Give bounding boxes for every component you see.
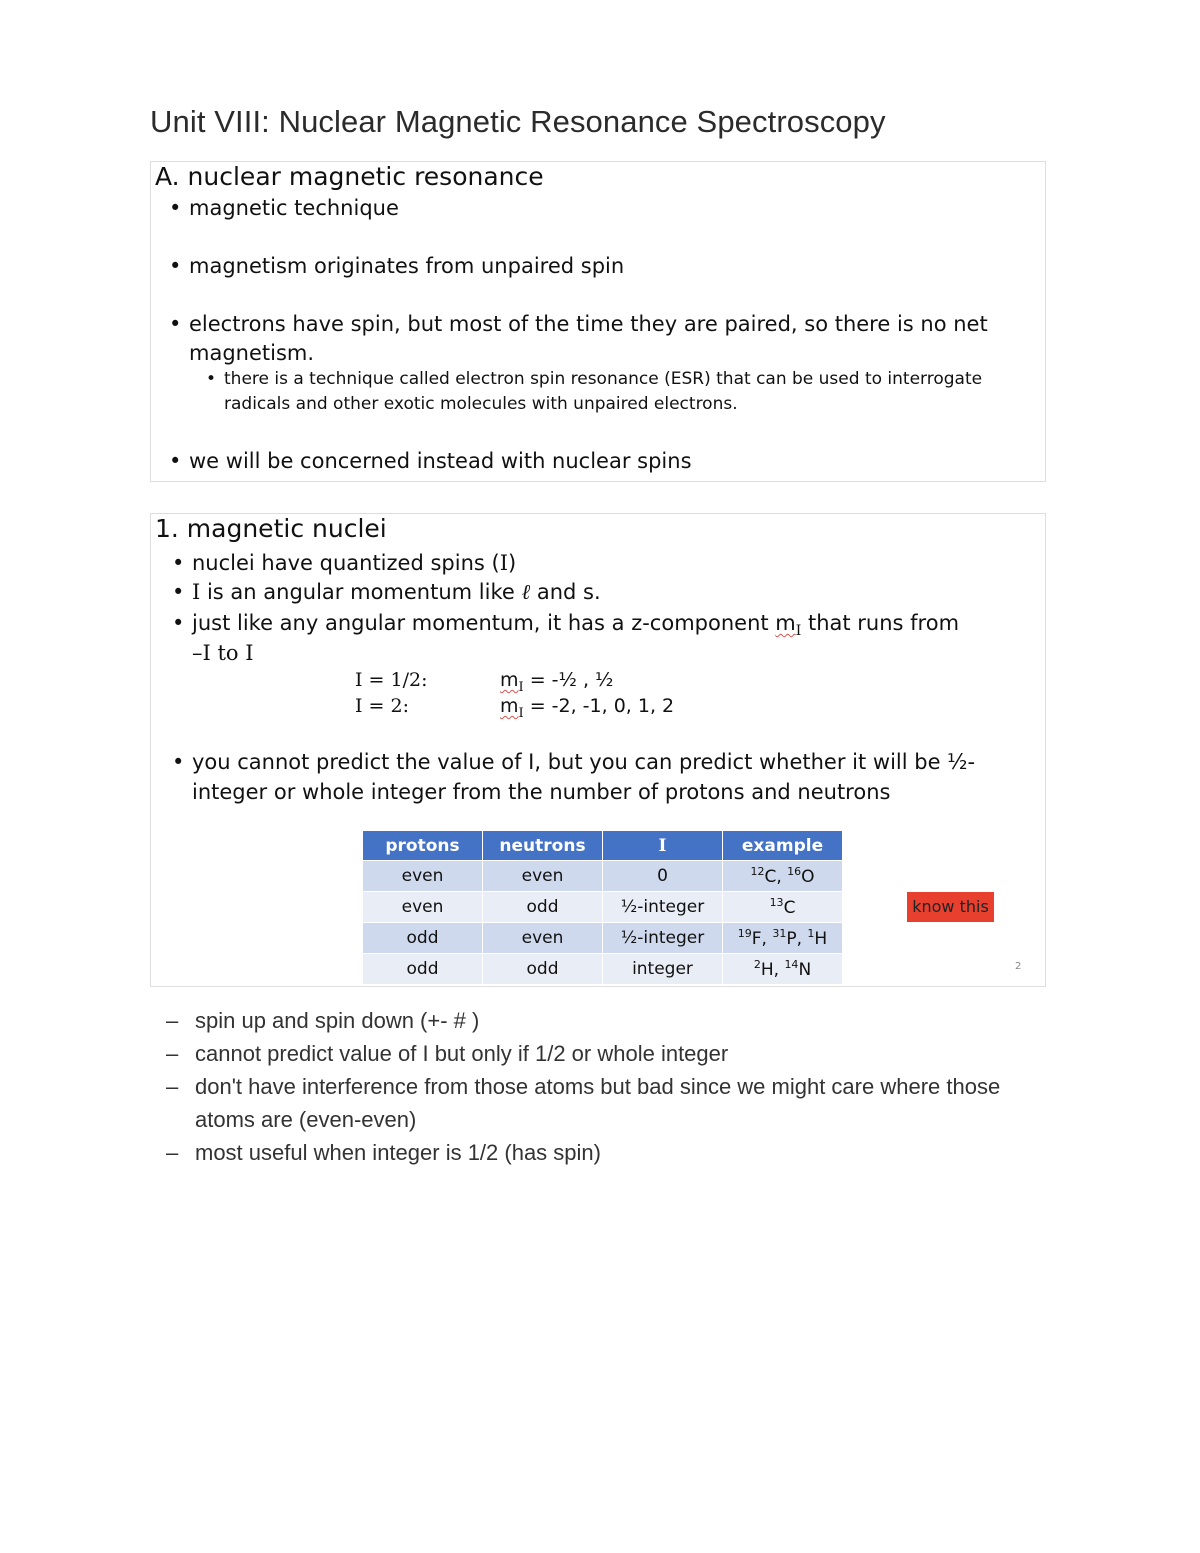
table-row: odd odd integer $^2$H, $^{14}$N — [363, 954, 843, 985]
table-header-row — [363, 831, 843, 861]
header-example: example — [723, 831, 843, 861]
bullet-item-continued: magnetism. — [189, 341, 315, 365]
example-cell: $^{13}$C — [723, 892, 843, 923]
example-cell: $^{19}$F, $^{31}$P, $^1$H — [723, 923, 843, 954]
spin-label: I = 1/2: — [355, 669, 428, 691]
list-item: – spin up and spin down (+- # ) — [166, 1008, 480, 1033]
m-values: $m_I$ = -½ , ½ — [500, 669, 614, 695]
bullet-item: • we will be concerned instead with nuclear spins — [169, 449, 692, 473]
bullet-item: • just like any angular momentum, it has a z-component $m_I$ that runs from — [172, 611, 960, 640]
bullet-item-continued: integer or whole integer from the number of protons and neutrons — [192, 780, 891, 804]
slide-heading: 1. magnetic nuclei — [155, 514, 387, 543]
sub-bullet-item: • there is a technique called electron spin resonance (ESR) that can be used to interrogate — [206, 369, 983, 389]
slide-magnetic-nuclei — [150, 513, 1046, 987]
table-row: odd even ½-integer $^{19}$F, $^{31}$P, $^1$H — [363, 923, 843, 954]
example-cell: $^2$H, $^{14}$N — [723, 954, 843, 985]
example-cell: $^{12}$C, $^{16}$O — [723, 861, 843, 892]
know-this-badge: know this — [907, 892, 994, 922]
list-item: – cannot predict value of I but only if 1/2 or whole integer — [166, 1041, 729, 1066]
table-row: even even 0 $^{12}$C, $^{16}$O — [363, 861, 843, 892]
header-protons: protons — [363, 831, 483, 861]
slide-nuclear-magnetic-resonance — [150, 161, 1046, 482]
m-values: $m_I = -2$, -1, 0, 1, 2 — [500, 695, 675, 721]
bullet-item: • I is an angular momentum like ℓ and s. — [172, 580, 601, 604]
page-title: Unit VIII: Nuclear Magnetic Resonance Spectroscopy — [150, 104, 886, 139]
table-row: even odd ½-integer $^{13}$C — [363, 892, 843, 923]
slide-page-number: 2 — [1015, 961, 1022, 972]
bullet-item: • electrons have spin, but most of the time they are paired, so there is no net — [169, 312, 988, 336]
list-item: – most useful when integer is 1/2 (has spin) — [166, 1140, 601, 1165]
bullet-item: • magnetic technique — [169, 196, 399, 220]
list-item: – don't have interference from those atoms but bad since we might care where those atoms are (even-even) — [166, 1074, 1001, 1132]
notes-list — [166, 1004, 1055, 1169]
sub-bullet-item-continued: radicals and other exotic molecules with unpaired electrons. — [224, 394, 738, 414]
bullet-item: • magnetism originates from unpaired spin — [169, 254, 625, 278]
header-neutrons: neutrons — [483, 831, 603, 861]
slide-heading: A. nuclear magnetic resonance — [155, 162, 544, 191]
nuclear-spin-table — [362, 830, 843, 985]
bullet-item: • nuclei have quantized spins (I) — [172, 551, 517, 575]
spin-label: I = 2: — [355, 695, 409, 717]
bullet-item-continued: –I to I — [192, 641, 254, 665]
header-I: I — [603, 831, 723, 861]
bullet-item: • you cannot predict the value of I, but you can predict whether it will be ½- — [172, 750, 976, 774]
